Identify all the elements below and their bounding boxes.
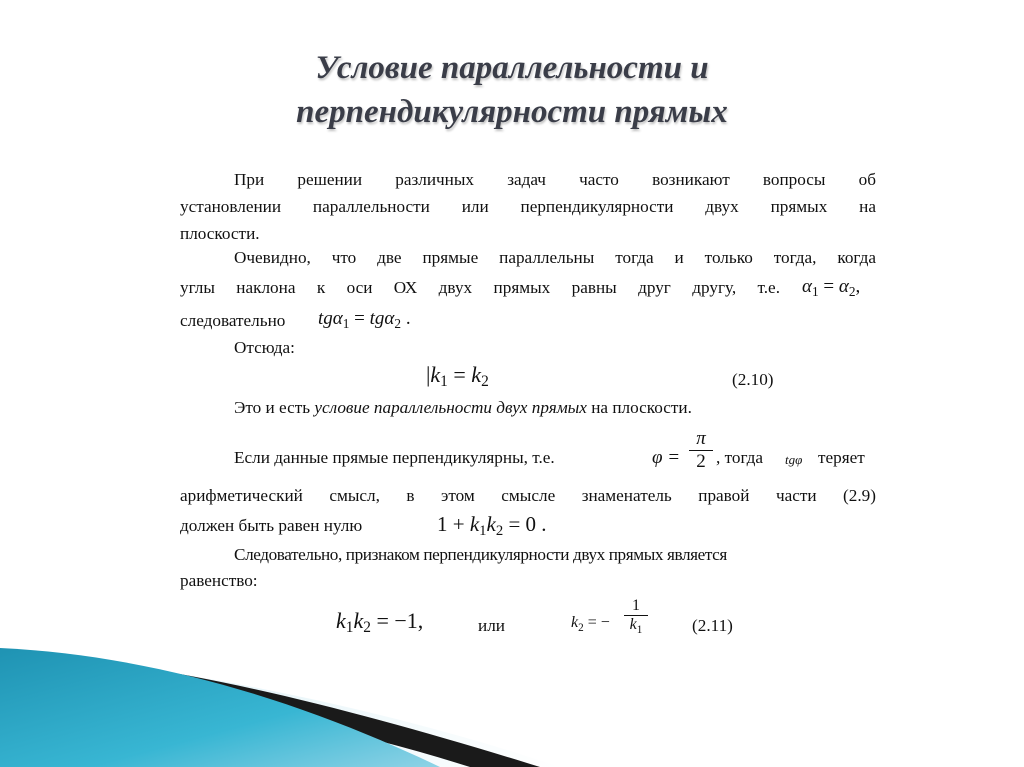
equation-number: (2.10) bbox=[732, 370, 774, 389]
formula-phi-lhs: φ = bbox=[652, 447, 681, 468]
text-line: углы наклона к оси ОХ двух прямых равны друг другу, т.е. bbox=[180, 278, 780, 297]
formula-k2-lhs: $k_2$ = − bbox=[571, 614, 610, 634]
formula-zero: $1 + k_1k_2 = 0$ . bbox=[437, 512, 547, 539]
wave-dark bbox=[0, 652, 540, 767]
text-line: Это и есть условие параллельности двух прямых на плоскости. bbox=[234, 398, 692, 417]
formula-alpha-equal: $\alpha_1 = \alpha_2$, bbox=[802, 276, 861, 299]
text-line: плоскости. bbox=[180, 224, 260, 243]
text-line: арифметический смысл, в этом смысле знаменатель правой части (2.9) bbox=[180, 486, 876, 505]
formula-perpendicular: $k_1k_2 = -1$, bbox=[336, 608, 424, 636]
text-line: Следовательно, признаком перпендикулярности двух прямых является bbox=[234, 545, 727, 564]
text-line: равенство: bbox=[180, 571, 258, 590]
title-line-2: перпендикулярности прямых bbox=[296, 94, 728, 130]
text-line: Если данные прямые перпендикулярны, т.е. bbox=[234, 448, 555, 467]
text-line: Отсюда: bbox=[234, 338, 295, 357]
text-line: установлении параллельности или перпендикулярности двух прямых на bbox=[180, 197, 876, 216]
text-fragment: , тогда bbox=[716, 448, 764, 467]
fraction-pi-over-2: $\frac{\pi}{2}$ bbox=[689, 428, 713, 473]
page-title bbox=[0, 46, 1024, 134]
text-line: При решении различных задач часто возникают вопросы об bbox=[234, 170, 876, 189]
wave-teal bbox=[0, 648, 440, 767]
formula-tg-phi: tgφ bbox=[785, 452, 803, 467]
title-line-1: Условие параллельности и bbox=[315, 50, 709, 86]
equation-number: (2.11) bbox=[692, 616, 733, 635]
formula-tg-equal: tgα$_1$ = tgα$_2$ . bbox=[318, 308, 411, 331]
text-line: Очевидно, что две прямые параллельны тогда и только тогда, когда bbox=[234, 248, 876, 267]
fraction-1-over-k1: $\frac{1}{k_1}$ bbox=[624, 597, 648, 636]
formula-k-equal: $|k_1 = k_2$ bbox=[426, 362, 489, 390]
text-line: следовательно bbox=[180, 311, 286, 330]
text-line: должен быть равен нулю bbox=[180, 516, 363, 535]
wave-light bbox=[0, 655, 560, 767]
text-fragment: теряет bbox=[818, 448, 865, 467]
text-or: или bbox=[478, 616, 505, 635]
